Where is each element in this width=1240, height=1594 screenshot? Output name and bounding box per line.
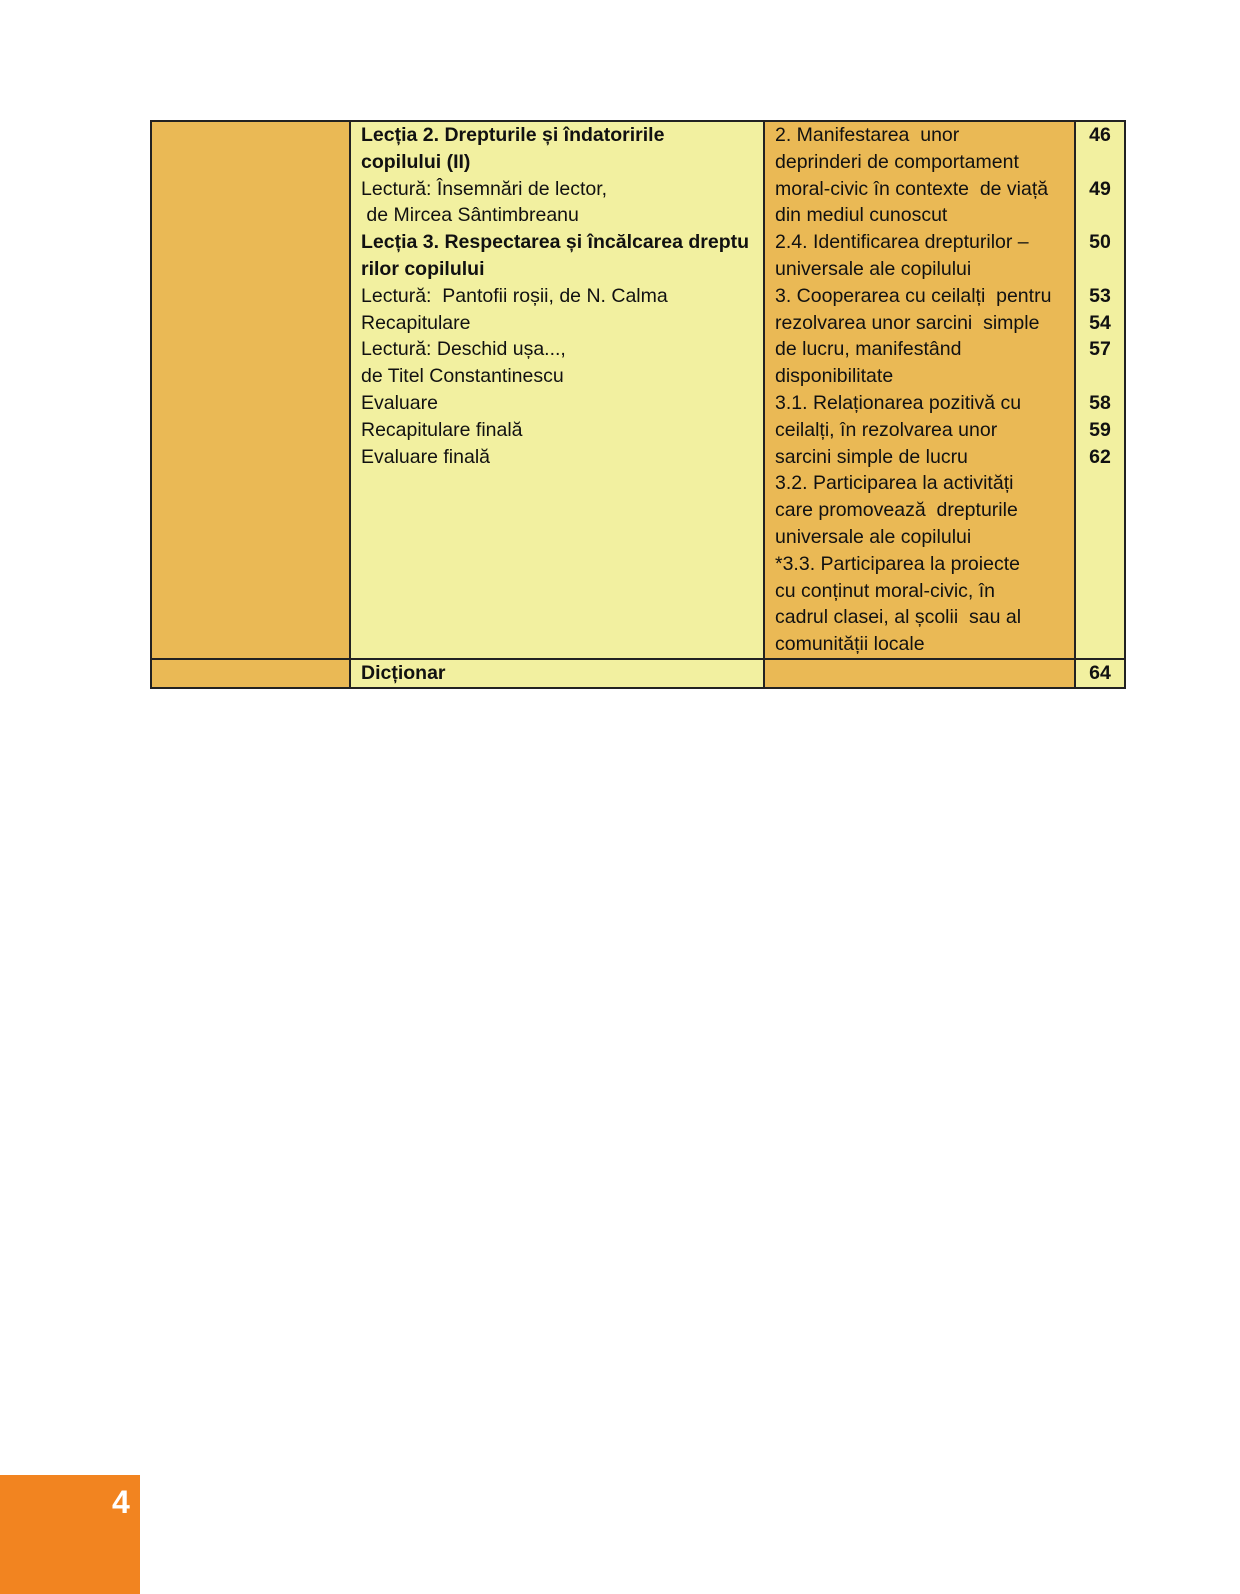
unit-cell bbox=[151, 659, 350, 688]
competence-line: care promovează drepturile bbox=[775, 499, 1018, 522]
competence-line: 3.2. Participarea la activități bbox=[775, 472, 1014, 495]
lesson-line: de Mircea Sântimbreanu bbox=[361, 204, 579, 227]
lesson-line: Evaluare bbox=[361, 391, 438, 414]
page-ref bbox=[1076, 149, 1124, 176]
competence-line: din mediul cunoscut bbox=[775, 204, 948, 227]
competence-line: 3. Cooperarea cu ceilalți pentru bbox=[775, 284, 1052, 307]
page-ref: 62 bbox=[1089, 445, 1111, 468]
lessons-cell bbox=[350, 121, 764, 659]
page-ref: 53 bbox=[1089, 284, 1111, 307]
page-ref: 54 bbox=[1089, 311, 1111, 334]
table-row bbox=[151, 121, 1125, 659]
lesson-line: Lectură: Deschid ușa..., bbox=[361, 338, 566, 361]
competence-line: *3.3. Participarea la proiecte bbox=[775, 552, 1020, 575]
lesson-line: de Titel Constantinescu bbox=[361, 365, 564, 388]
page-number: 4 bbox=[112, 1484, 130, 1520]
competence-line: moral-civic în contexte de viață bbox=[775, 177, 1049, 200]
page-ref: 46 bbox=[1089, 124, 1111, 146]
lesson-line: Lecția 2. Drepturile și îndatoririle bbox=[361, 124, 665, 146]
lesson-line: rilor copilului bbox=[361, 257, 485, 280]
competence-line: de lucru, manifestând bbox=[775, 338, 962, 361]
unit-cell bbox=[151, 121, 350, 659]
lesson-line: Lectură: Însemnări de lector, bbox=[361, 177, 608, 200]
lesson-line: Recapitulare finală bbox=[361, 418, 523, 441]
page-ref bbox=[1076, 202, 1124, 229]
competence-line: 2. Manifestarea unor bbox=[775, 124, 960, 146]
competence-line: cadrul clasei, al școlii sau al bbox=[775, 606, 1022, 629]
competence-line: 2.4. Identificarea drepturilor – bbox=[775, 231, 1029, 254]
page-ref bbox=[1076, 256, 1124, 283]
competence-line: ceilalți, în rezolvarea unor bbox=[775, 418, 998, 441]
competences-cell bbox=[764, 659, 1075, 688]
dictionary-label: Dicționar bbox=[361, 661, 446, 684]
competence-line: 3.1. Relaționarea pozitivă cu bbox=[775, 391, 1022, 414]
competence-line: sarcini simple de lucru bbox=[775, 445, 968, 468]
lesson-line: Lectură: Pantofii roșii, de N. Calma bbox=[361, 284, 668, 307]
competence-line: comunității locale bbox=[775, 633, 925, 656]
competences-cell bbox=[764, 121, 1075, 659]
pages-cell bbox=[1075, 659, 1125, 688]
page-ref: 64 bbox=[1089, 661, 1111, 684]
competence-line: universale ale copilului bbox=[775, 257, 972, 280]
lesson-line: Recapitulare bbox=[361, 311, 471, 334]
table-of-contents bbox=[150, 120, 1126, 689]
page-ref: 50 bbox=[1089, 231, 1111, 254]
competence-line: cu conținut moral-civic, în bbox=[775, 579, 995, 602]
page-ref bbox=[1076, 363, 1124, 390]
lesson-line: Lecția 3. Respectarea și încălcarea dreptu bbox=[361, 231, 750, 254]
pages-cell bbox=[1075, 121, 1125, 659]
lesson-line: Evaluare finală bbox=[361, 445, 490, 468]
table-row bbox=[151, 659, 1125, 688]
page-ref: 49 bbox=[1089, 177, 1111, 200]
page-ref: 58 bbox=[1089, 391, 1111, 414]
competence-line: disponibilitate bbox=[775, 365, 894, 388]
page-ref: 59 bbox=[1089, 418, 1111, 441]
competence-line: rezolvarea unor sarcini simple bbox=[775, 311, 1040, 334]
page-ref: 57 bbox=[1089, 338, 1111, 361]
lesson-line: copilului (II) bbox=[361, 150, 471, 173]
competence-line: deprinderi de comportament bbox=[775, 150, 1019, 173]
competence-line: universale ale copilului bbox=[775, 525, 972, 548]
dictionary-cell bbox=[350, 659, 764, 688]
